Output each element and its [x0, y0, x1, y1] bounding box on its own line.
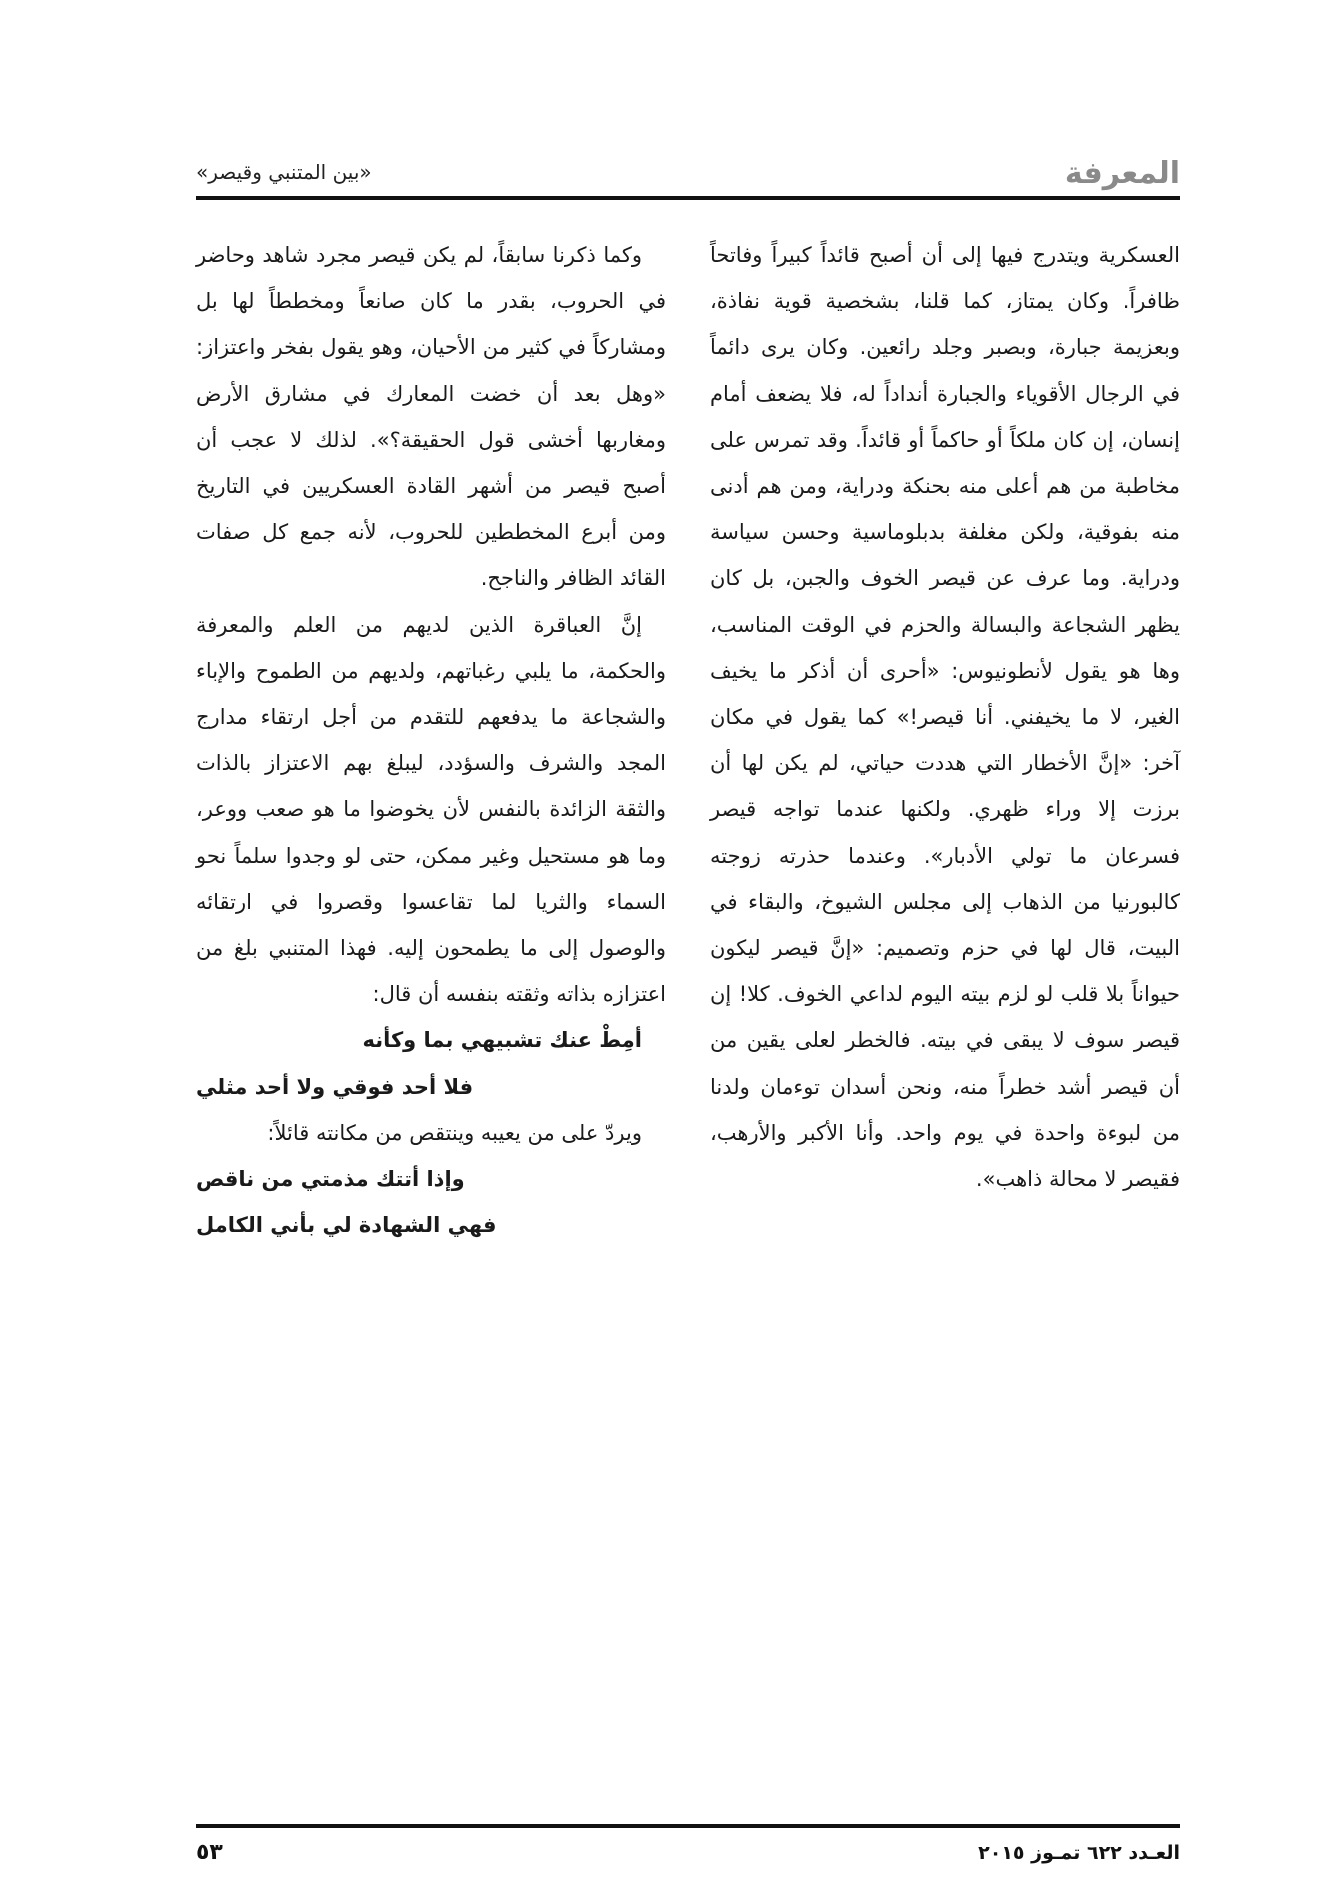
body-paragraph: وكما ذكرنا سابقاً، لم يكن قيصر مجرد شاهد وحاضر في الحروب، بقدر ما كان صانعاً ومخططاً لها بل ومشاركاً في كثير من الأحيان، وهو يقول بفخر واعتزاز: «وهل بعد أن خضت المعارك في مشارق الأرض ومغاربها أخشى قول الحقيقة؟». لذلك لا عجب أن أصبح قيصر من أشهر القادة العسكريين في التاريخ ومن أبرع المخططين للحروب، لأنه جمع كل صفات القائد الظافر والناجح.: [196, 243, 666, 591]
body-paragraph: إنَّ العباقرة الذين لديهم من العلم والمعرفة والحكمة، ما يلبي رغباتهم، ولديهم من الطموح والإباء والشجاعة ما يدفعهم للتقدم من أجل ارتقاء مدارج المجد والشرف والسؤدد، ليبلغ بهم الاعتزاز بالذات والثقة الزائدة بالنفس لأن يخوضوا ما هو صعب ووعر، وما هو مستحيل وغير ممكن، حتى لو وجدوا سلماً نحو السماء والثريا لما تقاعسوا وقصروا في ارتقائه والوصول إلى ما يطمحون إليه. فهذا المتنبي بلغ من اعتزازه بذاته وثقته بنفسه أن قال:: [196, 612, 666, 1007]
page-header: [196, 150, 1180, 200]
footer-rule: [196, 1824, 1180, 1828]
issue-info: العـدد ٦٢٢ تمـوز ٢٠١٥: [978, 1842, 1180, 1864]
poem-verse-hemistich-2: فهي الشهادة لي بأني الكامل: [196, 1213, 497, 1238]
poem-verse-hemistich-1: أمِطْ عنك تشبيهي بما وكأنه: [362, 1028, 642, 1053]
magazine-logo: المعرفة: [1064, 156, 1180, 191]
body-paragraph: ويردّ على من يعيبه وينتقص من مكانته قائلاً:: [267, 1120, 642, 1145]
page-footer: [196, 1838, 1180, 1878]
header-rule: [196, 196, 1180, 200]
column-right: [710, 232, 1180, 1202]
body-paragraph: العسكرية ويتدرج فيها إلى أن أصبح قائداً كبيراً وفاتحاً ظافراً. وكان يمتاز، كما قلنا، بشخصية قوية نفاذة، وبعزيمة جبارة، وبصبر وجلد رائعين. وكان يرى دائماً في الرجال الأقوياء والجبارة أنداداً له، فلا يضعف أمام إنسان، إن كان ملكاً أو حاكماً أو قائداً. وقد تمرس على مخاطبة من هم أعلى منه بحنكة ودراية، ومن هم أدنى منه بفوقية، ولكن مغلفة بدبلوماسية وحسن سياسة ودراية. وما عرف عن قيصر الخوف والجبن، بل كان يظهر الشجاعة والبسالة والحزم في الوقت المناسب، وها هو يقول لأنطونيوس: «أحرى أن أذكر ما يخيف الغير، لا ما يخيفني. أنا قيصر!» كما يقول في مكان آخر: «إنَّ الأخطار التي هددت حياتي، لم يكن لها أن برزت إلا وراء ظهري. ولكنها عندما تواجه قيصر فسرعان ما تولي الأدبار». وعندما حذرته زوجته كالبورنيا من الذهاب إلى مجلس الشيوخ، والبقاء في البيت، قال لها في حزم وتصميم: «إنَّ قيصر ليكون حيواناً بلا قلب لو لزم بيته اليوم لداعي الخوف. كلا! إن قيصر سوف لا يبقى في بيته. فالخطر لعلى يقين من أن قيصر أشد خطراً منه، ونحن أسدان توءمان ولدنا من لبوءة واحدة في يوم واحد. وأنا الأكبر والأرهب، فقيصر لا محالة ذاهب».: [710, 243, 1180, 1192]
running-title: «بين المتنبي وقيصر»: [196, 160, 372, 184]
poem-verse-hemistich-1: وإذا أتتك مذمتي من ناقص: [196, 1167, 465, 1192]
page-number: ٥٣: [196, 1840, 223, 1865]
column-left: [196, 232, 666, 1248]
poem-verse-hemistich-2: فلا أحد فوقي ولا أحد مثلي: [196, 1074, 474, 1099]
